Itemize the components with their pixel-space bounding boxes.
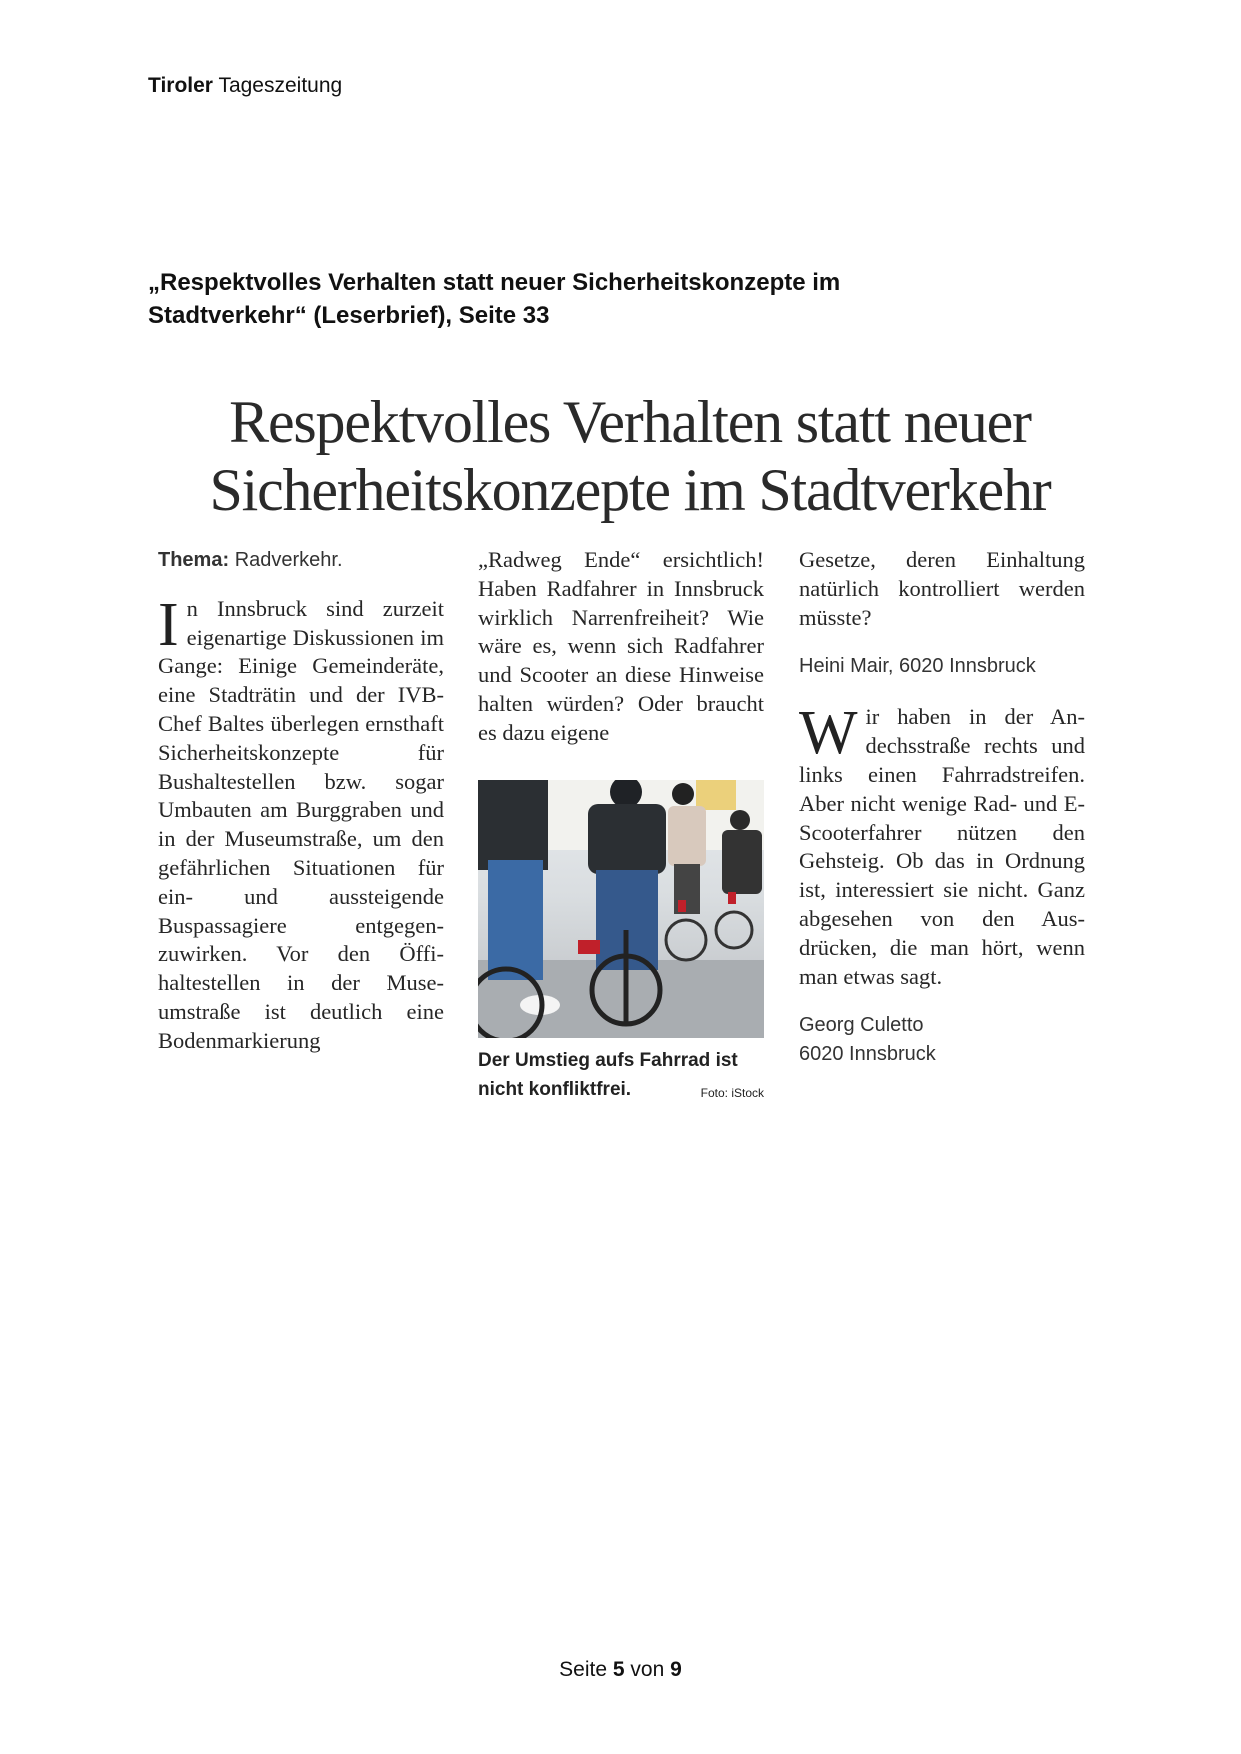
document-title	[148, 266, 1048, 332]
topic-label: Thema:	[158, 549, 230, 571]
letter1-body	[158, 590, 444, 1056]
letter2-author-name: Georg Culetto	[799, 1014, 924, 1037]
photo-caption	[478, 1046, 764, 1104]
newspaper-masthead	[148, 74, 342, 98]
cyclists-photo	[478, 780, 764, 1038]
photo-credit: Foto: iStock	[700, 1085, 764, 1100]
headline-line2: Sicherheitskonzepte im Stadtverkehr	[209, 457, 1051, 523]
document-title-line1: „Respektvolles Verhalten statt neuer Sicherheitskonzepte im	[148, 269, 841, 296]
document-title-line2: Stadtverkehr“ (Leserbrief), Seite 33	[148, 302, 550, 329]
letter2-author	[799, 1011, 1085, 1069]
letter1-end-text: Gesetze, deren Einhaltung natürlich kontrolliert werden müsste?	[799, 547, 1085, 630]
letter2-body	[799, 699, 1085, 991]
letter1-dropcap: I	[158, 590, 179, 659]
letter2-author-city: 6020 Innsbruck	[799, 1043, 936, 1066]
footer-middle: von	[630, 1658, 665, 1681]
cyclists-illustration	[478, 780, 764, 1038]
footer-total-pages: 9	[670, 1658, 682, 1681]
article-column-2	[478, 546, 764, 1108]
topic-line	[158, 546, 444, 575]
masthead-brand-rest: Tageszeitung	[218, 74, 343, 97]
footer-page-number: 5	[612, 1658, 625, 1681]
footer-prefix: Seite	[559, 1658, 608, 1681]
letter2-text: ir haben in der Andechsstraße rechts und links einen Fahrradstreifen. Aber nicht wenige Rad- und E-Scooterfahrer nützen den Gehsteig. Ob das in Ordnung ist, interessiert sie nicht. Ganz abgesehen von den Ausdrücken, die man hört, wenn man etwas sagt.	[799, 704, 1085, 989]
article-column-3	[799, 546, 1085, 1069]
page-footer	[0, 1658, 1241, 1682]
article-column-1	[158, 546, 444, 1056]
masthead-brand-bold: Tiroler	[148, 74, 213, 97]
letter1-lead-text: n Innsbruck sind zurzeit eigenartige Diskussionen im Gange: Einige Gemeinderäte, eine Stadträtin und der IVB-Chef Baltes überlegen ernsthaft Sicherheitskonzepte für Bushaltestellen bzw. sogar Umbauten am Burggraben und in der Museumstraße, um den gefährlichen Situationen für ein- und aussteigende Buspassagiere entgegenzuwirken. Vor den Öffihaltestellen in der Museumstraße ist deutlich eine Bodenmarkierung	[158, 595, 444, 1053]
letter1-continued-text: „Radweg Ende“ ersichtlich! Haben Radfahrer in Innsbruck wirklich Narrenfreiheit? Wie wäre es, wenn sich Radfahrer und Scooter an diese Hinweise halten würden? Oder braucht es dazu eigene	[478, 547, 764, 745]
article-headline	[160, 388, 1100, 524]
photo-caption-text: Der Umstieg aufs Fahrrad ist nicht konfliktfrei.	[478, 1049, 738, 1100]
letter2-dropcap: W	[799, 699, 858, 768]
topic-value: Radverkehr.	[234, 549, 343, 571]
headline-line1: Respektvolles Verhalten statt neuer	[229, 389, 1031, 455]
letter1-author: Heini Mair, 6020 Innsbruck	[799, 655, 1036, 678]
